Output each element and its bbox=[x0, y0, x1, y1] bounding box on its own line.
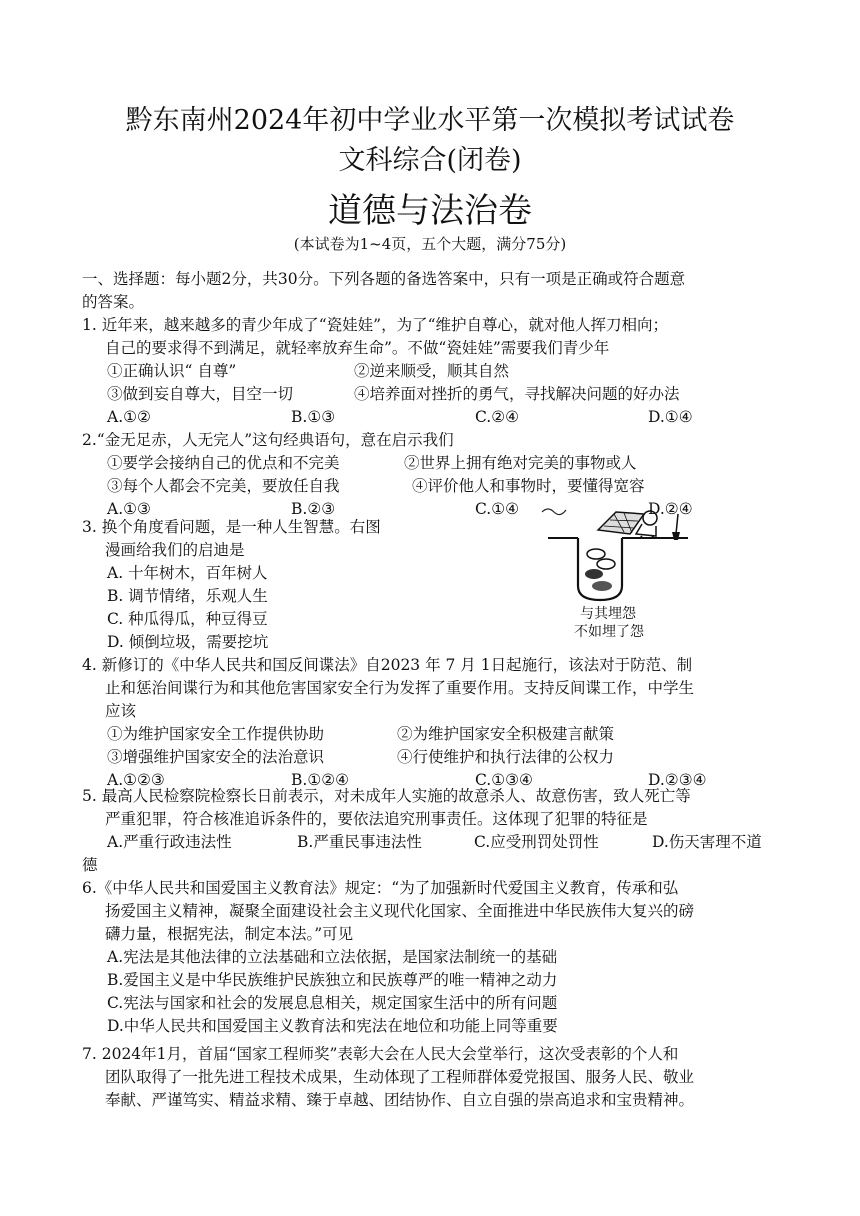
question-stem-cont: 礴力量，根据宪法，制定本法。”可见 bbox=[105, 925, 354, 943]
option-d: D.②③④ bbox=[648, 771, 707, 789]
statement-3: ③做到妄自尊大，目空一切 bbox=[107, 385, 294, 403]
option-c: C.①③④ bbox=[475, 771, 533, 789]
option-a: A.①②③ bbox=[107, 771, 165, 789]
question-stem: 5. 最高人民检察院检察长日前表示，对未成年人实施的故意杀人、故意伤害，致人死亡等 bbox=[82, 787, 691, 805]
question-stem-cont: 止和惩治间谍行为和其他危害国家安全行为发挥了重要作用。支持反间谍工作，中学生 bbox=[105, 679, 695, 697]
question-stem-cont: 扬爱国主义精神，凝聚全面建设社会主义现代化国家、全面推进中华民族伟大复兴的磅 bbox=[105, 902, 695, 920]
question-stem: 4. 新修订的《中华人民共和国反间谍法》自2023 年 7 月 1日起施行，该法对于防范、制 bbox=[82, 656, 693, 674]
statement-3: ③增强维护国家安全的法治意识 bbox=[107, 748, 325, 766]
option-b: B. 调节情绪，乐观人生 bbox=[107, 587, 268, 605]
option-b: B.①②④ bbox=[291, 771, 350, 789]
question-stem: 6.《中华人民共和国爱国主义教育法》规定：“为了加强新时代爱国主义教育，传承和弘 bbox=[82, 879, 679, 897]
statement-2: ②逆来顺受，顺其自然 bbox=[354, 362, 510, 380]
statement-1: ①要学会接纳自己的优点和不完美 bbox=[107, 454, 340, 472]
question-stem: 2.“金无足赤，人无完人”这句经典语句，意在启示我们 bbox=[82, 431, 454, 449]
statement-2: ②为维护国家安全积极建言献策 bbox=[397, 725, 615, 743]
option-c: C.①④ bbox=[475, 500, 520, 518]
section-heading-cont: 的答案。 bbox=[82, 293, 145, 311]
question-stem-cont: 自己的要求得不到满足，就轻率放弃生命”。不做“瓷娃娃”需要我们青少年 bbox=[105, 339, 610, 357]
option-a: A.①③ bbox=[107, 500, 151, 518]
exam-subtitle: 文科综合(闭卷) bbox=[338, 145, 522, 176]
question-stem: 3. 换个角度看问题，是一种人生智慧。右图 bbox=[82, 518, 381, 536]
option-b: B.②③ bbox=[291, 500, 336, 518]
option-d-wrap: 德 bbox=[82, 856, 98, 874]
option-b: B.严重民事违法性 bbox=[297, 833, 422, 851]
question-stem-cont: 应该 bbox=[105, 702, 137, 720]
option-d: D.中华人民共和国爱国主义教育法和宪法在地位和功能上同等重要 bbox=[107, 1017, 558, 1035]
option-d: D.②④ bbox=[648, 500, 693, 518]
section-heading: 一、选择题：每小题2分，共30分。下列各题的备选答案中，只有一项是正确或符合题意 bbox=[82, 270, 686, 288]
option-b: B.①③ bbox=[291, 408, 336, 426]
statement-3: ③每个人都会不完美，要放任自我 bbox=[107, 477, 340, 495]
question-stem-cont: 漫画给我们的启迪是 bbox=[105, 541, 245, 559]
option-d: D.伤天害理不道 bbox=[652, 833, 762, 851]
statement-2: ②世界上拥有绝对完美的事物或人 bbox=[404, 454, 637, 472]
question-stem-cont: 团队取得了一批先进工程技术成果，生动体现了工程师群体爱党报国、服务人民、敬业 bbox=[105, 1068, 695, 1086]
option-c: C.应受刑罚处罚性 bbox=[474, 833, 599, 851]
cartoon-caption-1: 与其埋怨 bbox=[580, 606, 636, 622]
paper-title: 道德与法治卷 bbox=[328, 191, 532, 231]
option-d: D.①④ bbox=[648, 408, 693, 426]
question-stem: 7. 2024年1月，首届“国家工程师奖”表彰大会在人民大会堂举行，这次受表彰的个人和 bbox=[82, 1045, 679, 1063]
option-c: C.宪法与国家和社会的发展息息相关，规定国家生活中的所有问题 bbox=[107, 994, 558, 1012]
question-stem-cont: 严重犯罪，符合核准追诉条件的，要依法追究刑事责任。这体现了犯罪的特征是 bbox=[105, 810, 648, 828]
statement-1: ①正确认识“ 自尊” bbox=[107, 362, 237, 380]
statement-4: ④评价他人和事物时，要懂得宽容 bbox=[412, 477, 645, 495]
option-c: C. 种瓜得瓜，种豆得豆 bbox=[107, 610, 268, 628]
option-a: A.宪法是其他法律的立法基础和立法依据，是国家法制统一的基础 bbox=[107, 948, 558, 966]
option-a: A.①② bbox=[107, 408, 151, 426]
option-b: B.爱国主义是中华民族维护民族独立和民族尊严的唯一精神之动力 bbox=[107, 971, 558, 989]
option-a: A.严重行政违法性 bbox=[107, 833, 232, 851]
option-a: A. 十年树木，百年树人 bbox=[107, 564, 268, 582]
statement-4: ④培养面对挫折的勇气，寻找解决问题的好办法 bbox=[354, 385, 680, 403]
option-c: C.②④ bbox=[475, 408, 520, 426]
option-d: D. 倾倒垃圾，需要挖坑 bbox=[107, 633, 269, 651]
statement-4: ④行使维护和执行法律的公权力 bbox=[397, 748, 615, 766]
exam-note: (本试卷为1~4页，五个大题，满分75分) bbox=[293, 235, 567, 253]
question-stem-cont: 奉献、严谨笃实、精益求精、臻于卓越、团结协作、自立自强的崇高追求和宝贵精神。 bbox=[105, 1091, 695, 1109]
cartoon-illustration bbox=[538, 504, 698, 640]
question-stem: 1. 近年来，越来越多的青少年成了“瓷娃娃”，为了“维护自尊心，就对他人挥刀相向； bbox=[82, 316, 668, 334]
statement-1: ①为维护国家安全工作提供协助 bbox=[107, 725, 325, 743]
exam-title: 黔东南州2024年初中学业水平第一次模拟考试试卷 bbox=[125, 105, 735, 136]
cartoon-caption-2: 不如埋了怨 bbox=[574, 624, 644, 640]
